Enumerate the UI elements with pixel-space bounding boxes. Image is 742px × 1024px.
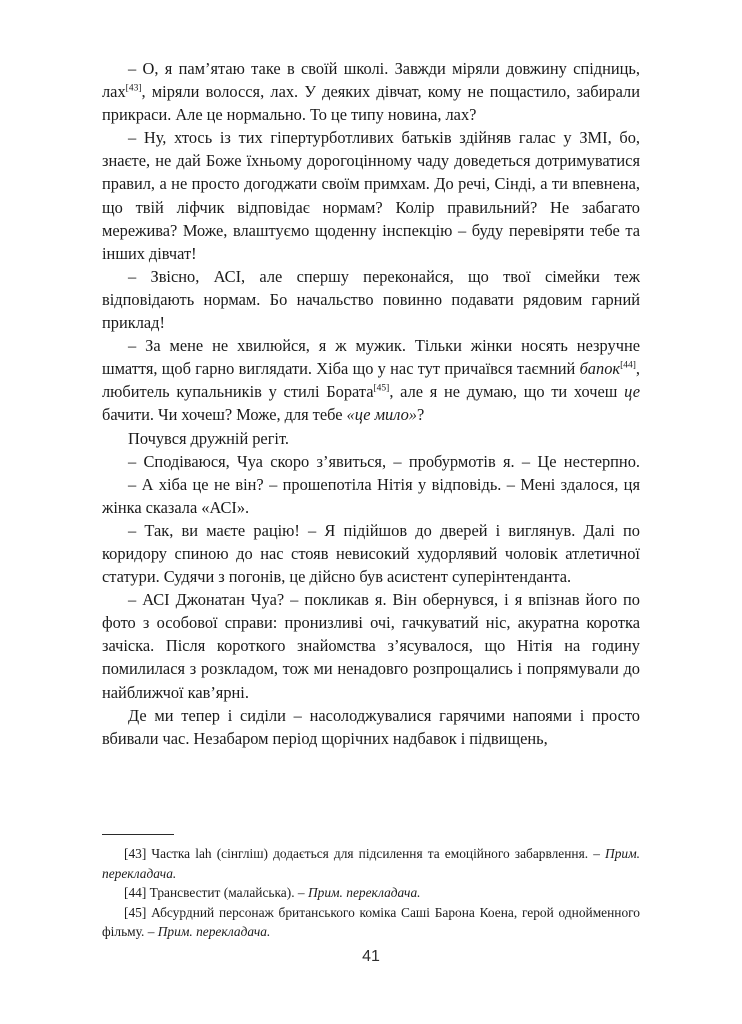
text-run: – АСІ Джонатан Чуа? – покликав я. Він обернувся, і я впізнав його по фото з особової справи: пронизливі очі, гачкуватий ніс, акуратна коротка зачіска. Після короткого знайомства з’ясувалося, що Нітія на годину помилилася з розкладом, тож ми ненадовго розпрощались і попрямували до найближчої кав’ярні. [102, 590, 640, 702]
text-run: – Звісно, АСІ, але спершу переконайся, що твої сімейки теж відповідають нормам. Бо начальство повинно подавати рядовим гарний приклад! [102, 266, 640, 333]
text-run: – О, я пам’ятаю таке в своїй школі. Завжди міряли довжину спідниць, лах [102, 59, 640, 102]
text-run: – За мене не хвилюйся, я ж мужик. Тільки жінки носять незручне шмаття, щоб гарно виглядати. Хіба що у нас тут причаївся таємний [102, 336, 640, 379]
page-number: 41 [362, 948, 380, 965]
footnote-reference[interactable]: [43] [125, 83, 142, 94]
body-paragraph [102, 427, 640, 450]
emphasis-text: Прим. перекладача. [157, 924, 271, 940]
body-paragraph [102, 519, 640, 588]
text-run: бачити. Чи хочеш? Може, для тебе [102, 405, 347, 425]
text-run: [45] [124, 904, 147, 920]
emphasis-text: це [624, 382, 640, 402]
footnote-separator-rule [102, 834, 174, 835]
footnote-reference[interactable]: [45] [373, 383, 390, 394]
text-run: , міряли волосся, лах. У деяких дівчат, кому не пощастило, забирали прикраси. Але це нормально. То це типу новина, лах? [102, 82, 640, 125]
body-paragraph [102, 704, 640, 750]
footnote-item [102, 903, 640, 942]
body-paragraph [102, 57, 640, 126]
body-text-block [102, 57, 640, 750]
text-run: Трансвестит (малайська). – [146, 885, 308, 901]
text-run: ? [416, 405, 425, 425]
text-run: , любитель купальників у стилі Бората [102, 359, 640, 402]
body-paragraph [102, 588, 640, 703]
body-paragraph [102, 450, 640, 473]
body-paragraph [102, 473, 640, 519]
footnote-list [102, 844, 640, 942]
text-run: – Сподіваюся, Чуа скоро з’явиться, – пробурмотів я. – Це нестерпно. [128, 451, 640, 471]
text-run: [43] [124, 846, 147, 861]
text-run: – Так, ви маєте рацію! – Я підійшов до дверей і виглянув. Далі по коридору спиною до нас стояв невисокий худорлявий чоловік атлетичної статури. Судячи з погонів, це дійсно був асистент суперінтенданта. [102, 520, 640, 587]
footnote-item [102, 883, 640, 903]
emphasis-text: бапок [579, 359, 621, 379]
body-paragraph [102, 265, 640, 334]
body-paragraph [102, 334, 640, 426]
body-paragraph [102, 126, 640, 265]
text-run: Абсурдний персонаж британського коміка Саші Барона Коена, герой однойменного фільму. – [102, 904, 640, 940]
emphasis-text: Прим. перекладача. [307, 885, 421, 901]
text-run: , але я не думаю, що ти хочеш [389, 382, 625, 402]
text-run: Де ми тепер і сиділи – насолоджувалися гарячими напоями і просто вбивали час. Незабаром період щорічних надбавок і підвищень, [102, 705, 640, 748]
text-run: [44] [124, 885, 147, 901]
emphasis-text: Прим. перекладача. [102, 846, 640, 881]
text-run: – А хіба це не він? – прошепотіла Нітія у відповідь. – Мені здалося, ця жінка сказала «АСІ». [102, 474, 640, 517]
text-run: Частка lah (сінгліш) додається для підсилення та емоційного забарвлення. – [146, 846, 606, 861]
footnote-reference[interactable]: [44] [620, 360, 636, 371]
text-run: Почувся дружній регіт. [128, 428, 289, 448]
emphasis-text: «це мило» [346, 405, 417, 425]
footnote-section [102, 834, 640, 942]
footnote-item [102, 844, 640, 883]
text-run: – Ну, хтось із тих гіпертурботливих батьків здійняв галас у ЗМІ, бо, знаєте, не дай Боже їхньому дорогоцінному чаду доведеться дотримуватися правил, а не просто догоджати своїм примхам. До речі, Сінді, а ти впевнена, що твій ліфчик відповідає нормам? Колір правильний? Не забагато мережива? Може, влаштуємо щоденну інспекцію – буду перевіряти тебе та інших дівчат! [102, 128, 640, 263]
